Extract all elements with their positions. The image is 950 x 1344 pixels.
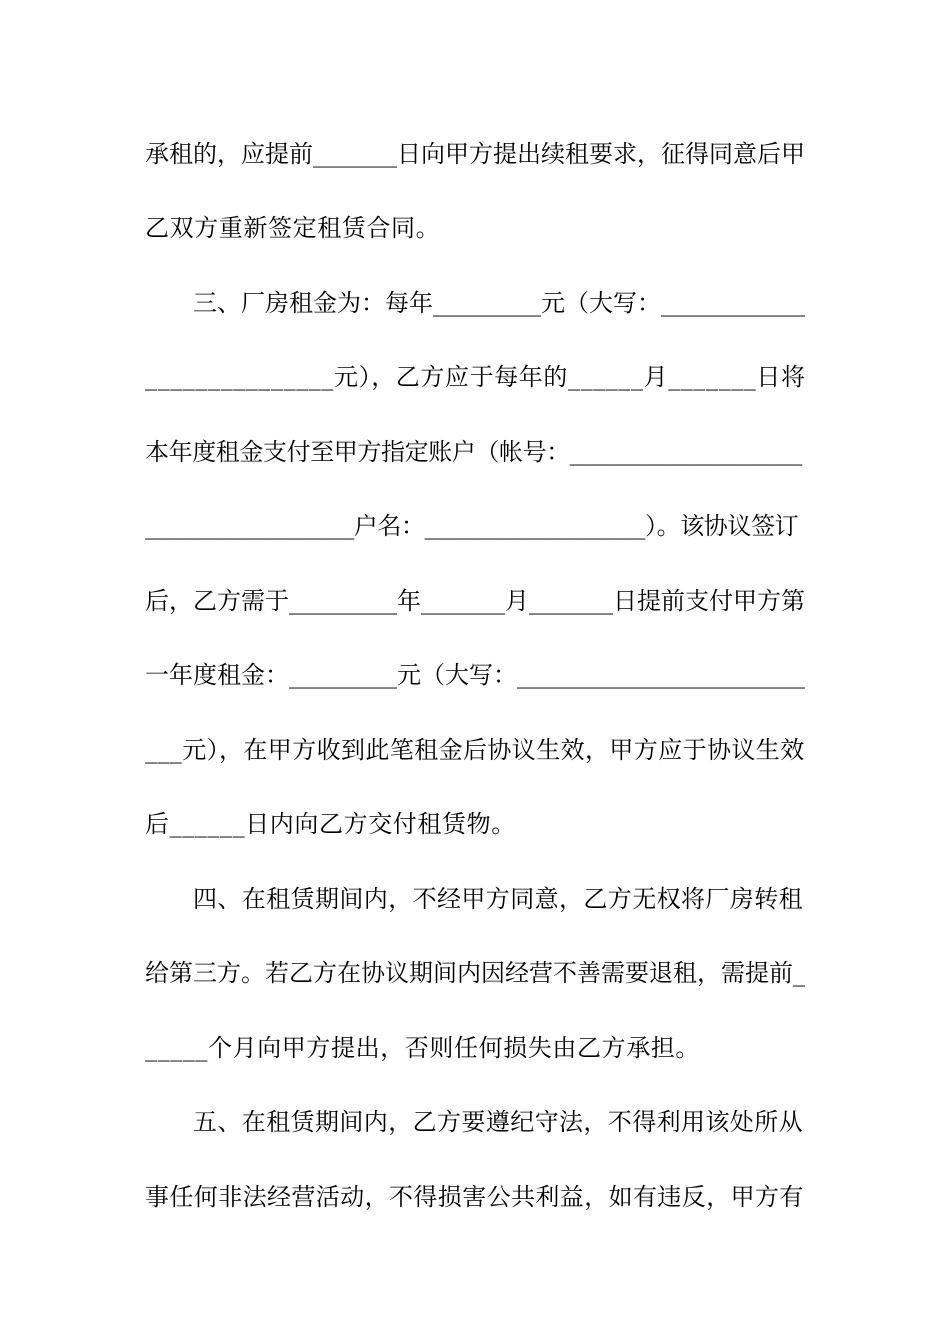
paragraph-line: 一年度租金：_________元（大写：________________________ (145, 661, 805, 689)
paragraph-line: 后______日内向乙方交付租赁物。 (145, 810, 516, 838)
paragraph-line: 乙双方重新签定租赁合同。 (145, 214, 441, 242)
paragraph-line: _____个月向甲方提出，否则任何损失由乙方承担。 (145, 1034, 700, 1062)
paragraph-line: __________________户名：___________________）。该协议签订 (145, 512, 799, 540)
clause-five-heading-line: 五、在租赁期间内，乙方要遵纪守法，不得利用该处所从 (193, 1108, 803, 1136)
paragraph-line: 事任何非法经营活动，不得损害公共利益，如有违反，甲方有 (145, 1183, 804, 1211)
paragraph-line: 本年度租金支付至甲方指定账户（帐号：____________________ (145, 438, 802, 466)
paragraph-line: 承租的，应提前_______日向甲方提出续租要求，征得同意后甲 (145, 140, 805, 168)
clause-four-heading-line: 四、在租赁期间内，不经甲方同意，乙方无权将厂房转租 (193, 885, 803, 913)
paragraph-line: 给第三方。若乙方在协议期间内因经营不善需要退租，需提前_ (145, 959, 805, 987)
paragraph-line: ___元），在甲方收到此笔租金后协议生效，甲方应于协议生效 (145, 736, 805, 764)
paragraph-line: 后，乙方需于_________年_______月_______日提前支付甲方第 (145, 587, 805, 615)
paragraph-line: _______________元），乙方应于每年的______月_______日将 (145, 363, 806, 391)
clause-three-heading-line: 三、厂房租金为：每年_________元（大写：____________ (193, 289, 805, 317)
